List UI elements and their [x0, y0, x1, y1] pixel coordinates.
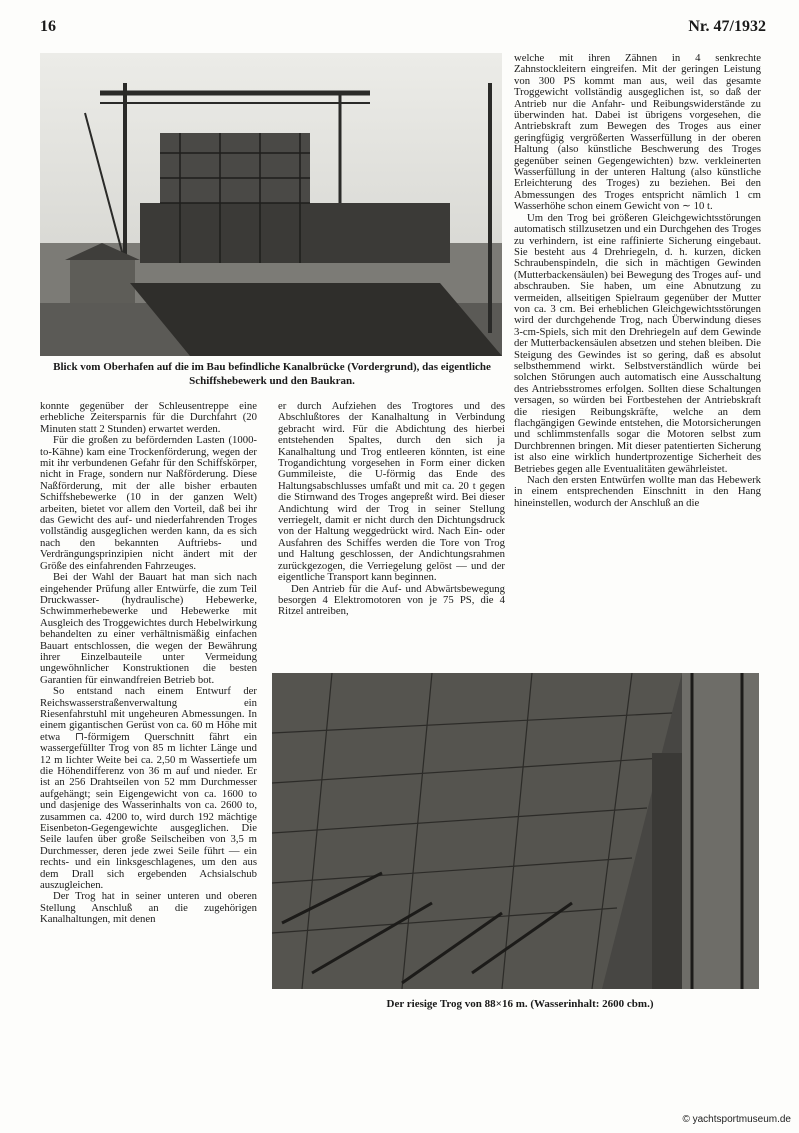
photo-construction-crane [40, 53, 502, 356]
paragraph: Bei der Wahl der Bauart hat man sich nach eingehender Prüfung aller Entwürfe, die zum Teil Druckwasser- (hydraulische) Hebewerke, Schwimmerhebewerke und Hebewerke mit Ausgleich des Troggewichtes durch Hebelwirkung behandelten zu einer verhältnismäßig einfachen Bauart entschlossen, die wegen der Bewährung ihrer Einzelbauteile unter Vermeidung ungewöhnlicher Konstruktionen die besten Garantien für einwandfreien Betrieb bot. [40, 571, 257, 686]
paragraph: Den Antrieb für die Auf- und Abwärtsbewegung besorgen 4 Elektromotoren von je 75 PS, die 4 Ritzel antreiben, [278, 582, 505, 618]
issue-number: Nr. 47/1932 [688, 18, 766, 35]
text-column-right [514, 53, 761, 665]
paragraph: Nach den ersten Entwürfen wollte man das Hebewerk in einem entsprechenden Einschnitt in den Hang hineinstellen, wodurch der Anschluß an die [514, 474, 761, 509]
paragraph: Der Trog hat in seiner unteren und oberen Stellung Anschluß an die zugehörigen Kanalhaltungen, mit denen [40, 890, 257, 926]
paragraph: Für die großen zu befördernden Lasten (1000-to-Kähne) kam eine Trockenförderung, wegen der mit ihr verbundenen Gefahr für den Schiffskörper, nicht in Frage, sondern nur Naßförderung. Diese Naßförderung, mit der alle bisher erbauten Schiffshebewerke (10 in der ganzen Welt) arbeiten, bietet vor allem den Vorteil, daß bei ihr das Gewicht des auf- und niederfahrenden Troges vollständig ausgeglichen werden kann, da es sich nach den bekannten Auftriebs- und Verdrängungsprinzipien nicht ändert mit der Größe des einfahrenden Fahrzeuges. [40, 434, 257, 572]
caption-top-photo: Blick vom Oberhafen auf die im Bau befindliche Kanalbrücke (Vordergrund), das eigentliche Schiffshebewerk und den Baukran. [53, 361, 491, 387]
photo-trough-interior [272, 673, 759, 989]
page-number: 16 [40, 18, 56, 35]
paragraph: Um den Trog bei größeren Gleichgewichtsstörungen automatisch stillzusetzen und ein Durchgehen des Troges zu verhindern, ist eine raffinierte Sicherung eingebaut. Sie besteht aus 4 Drehriegeln, d. h. kurzen, dicken Schraubenspindeln, die sich in mächtigen Gewinden (Mutterbackensäulen) bei Bewegung des Troges auf- und abschrauben. Sie haben, um eine Abnutzung zu vermeiden, allseitigen Spielraum gegenüber der Mutter von ca. 3 cm. Bei erheblichen Gleichgewichtsstörungen wird der durchgehende Trog, nach Überwindung dieses 3-cm-Spiels, sich mit den Drehriegeln auf dem Gewinde der Mutterbackensäulen absetzen und stehen bleiben. Die Steigung des Gewindes ist so gering, daß es absolut selbsthemmend wirkt. Selbstverständlich würde bei solchen Störungen auch automatisch eine Ausschaltung des Antriebsstromes erfolgen. Sollten diese Schaltungen versagen, so würden bei Fortbestehen der Antriebskraft die riesigen Reibungskräfte, welche an dem flachgängigen Gewinde entstehen, die Motorsicherungen und schlimmstenfalls sogar die Motoren selbst zum Durchbrennen bringen. Mit dieser patentierten Sicherung ist also eine wirklich hundertprozentige Sicherheit des Betriebes gegen alle Eventualitäten gewährleistet. [514, 211, 761, 475]
text-column-middle [278, 401, 505, 663]
caption-bottom-photo: Der riesige Trog von 88×16 m. (Wasserinhalt: 2600 cbm.) [386, 998, 654, 1010]
paragraph: konnte gegenüber der Schleusentreppe eine erhebliche Zeitersparnis für die Durchfahrt (20 Minuten statt 2 Stunden) erwartet werden. [40, 401, 257, 435]
paragraph: er durch Aufziehen des Trogtores und des Abschlußtores der Kanalhaltung in Verbindung gebracht wird. Für die Abdichtung des hierbei entstehenden Spaltes, durch den sich ja Kanalhaltung und Trog entleeren könnten, ist eine Trogandichtung vorgesehen in Form einer dicken Gummileiste, die U-förmig das Ende des Haltungsabschlusses umfaßt und mit ca. 20 t gegen die Stirnwand des Troges angepreßt wird. Bei dieser Andichtung wird der Trog in seiner Stellung verriegelt, damit er nicht durch den Dichtungsdruck von der Haltung weggedrückt wird. Nach Ein- oder Ausfahren des Schiffes werden die Tore von Trog und Haltung geschlossen, der Andichtungsrahmen zurückgezogen, die Verriegelung gelöst — und der eigentliche Transport kann beginnen. [278, 401, 505, 584]
text-column-left [40, 401, 257, 1013]
watermark: © yachtsportmuseum.de [682, 1114, 791, 1125]
paragraph: welche mit ihren Zähnen in 4 senkrechte Zahnstockleitern eingreifen. Mit der geringen Leistung von 300 PS kommt man aus, weil das gesamte Troggewicht vollständig ausgeglichen ist, so daß der Antrieb nur die Anfahr- und Reibungswiderstände zu überwinden hat. Dabei ist übrigens vorgesehen, die Antriebskraft zum Bewegen des Troges aus einer geringfügig vergrößerten Wasserfüllung in der oberen Haltung (also künstliche Beschwerung des Troges gegenüber seinen Gegengewichten) bzw. verkleinerten Wasserfüllung in der unteren Haltung (also künstliche Erleichterung des Troges) zu beziehen. Bei den Abmessungen des Troges entspricht nämlich 1 cm Wasserhöhe schon einem Gewicht von ∼ 10 t. [514, 53, 761, 213]
paragraph: So entstand nach einem Entwurf der Reichswasserstraßenverwaltung ein Riesenfahrstuhl mit ungeheuren Abmessungen. In einem gigantischen Gerüst von ca. 60 m Höhe mit etwa ⊓-förmigem Querschnitt fährt ein wassergefüllter Trog von 85 m lichter Länge und 12 m lichter Weite bei ca. 2,50 m Wassertiefe um die Höhendifferenz von 36 m auf und nieder. Er ist an 256 Drahtseilen von 52 mm Durchmesser aufgehängt; sein Eigengewicht von ca. 1600 to und dasjenige des Wasserinhalts von ca. 2600 to, zusammen ca. 4200 to, wird durch 192 mächtige Eisenbeton-Gegengewichte ausgeglichen. Die Seile laufen über große Seilscheiben von 3,5 m Durchmesser, deren jede zwei Seile führt — ein rechts- und ein linksgeschlagenes, um den aus dem Drall sich ergebenden Achsialschub auszugleichen. [40, 685, 257, 892]
